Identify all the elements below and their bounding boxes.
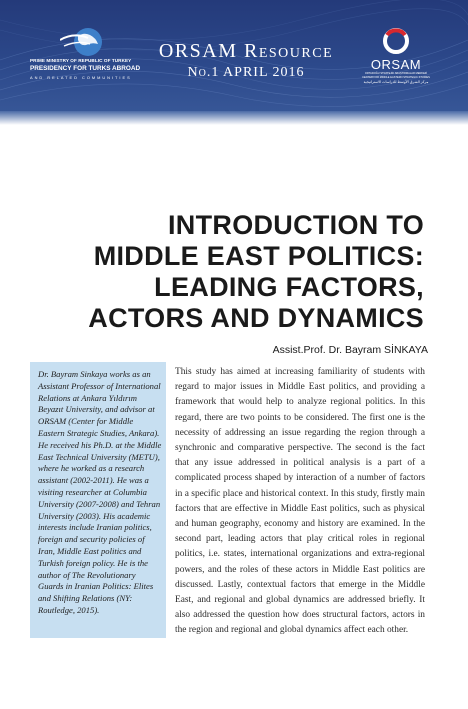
orsam-logo bbox=[360, 26, 450, 96]
article-title bbox=[24, 210, 424, 334]
ptf-logo bbox=[30, 24, 140, 94]
author-bio-box bbox=[30, 362, 166, 638]
orsam-subtitle-en: CENTER FOR MIDDLE EASTERN STRATEGIC STUDIES bbox=[362, 76, 430, 79]
series-title: ORSAM Resource bbox=[158, 40, 334, 62]
ptf-line-presidency: PRESIDENCY FOR TURKS ABROAD bbox=[30, 65, 141, 72]
orsam-logo-icon bbox=[383, 26, 409, 56]
author-name: Assist.Prof. Dr. Bayram SİNKAYA bbox=[272, 344, 428, 356]
header-banner bbox=[0, 0, 468, 125]
title-line: LEADING FACTORS, bbox=[154, 272, 424, 302]
issue-label: No.1 APRIL 2016 bbox=[187, 65, 305, 80]
ptf-line-ministry: PRIME MINISTRY OF REPUBLIC OF TURKEY bbox=[30, 58, 132, 63]
globe-icon bbox=[60, 26, 108, 58]
title-line: MIDDLE EAST POLITICS: bbox=[93, 241, 424, 271]
orsam-subtitle-tr: ORTADOĞU STRATEJİK ARAŞTIRMALAR MERKEZİ bbox=[364, 72, 428, 75]
ptf-line-communities: AND RELATED COMMUNITIES bbox=[30, 75, 132, 80]
abstract-text: This study has aimed at increasing familiarity of students with regard to major issues in Middle East politics, and providing a framework that would help to analyze regional politics. In this regard, there are two points to be considered. The first one is the necessity of addressing an issue regarding the region through a synchronic and comparative perspective. The second is the fact that any issue addressed in political analysis is a part of a complicated process shaped by interaction of a number of factors in a specific place and historical context. In this study, firstly main factors that are effective in Middle East politics, such as physical and human geography, economy and history are examined. In the second part, leading actors that play critical roles in regional politics, i.e. states, international organizations and extra-regional powers, and the roles of these actors in Middle East politics are discussed. Lastly, contextual factors that emerge in the Middle East, and regional and global dynamics are addressed briefly. It also addressed the question how does structural factors, actors in the region and regional and global dynamics affect each other. bbox=[175, 367, 425, 636]
orsam-subtitle-ar: مركز الشرق الأوسط للدراسات الاستراتيجية bbox=[363, 80, 429, 84]
title-line: ACTORS AND DYNAMICS bbox=[88, 303, 424, 333]
orsam-wordmark: ORSAM bbox=[370, 57, 422, 72]
author-bio-text: Dr. Bayram Sinkaya works as an Assistant Professor of International Relations at Ankara Yıldırım Beyazıt University, and advisor at ORSAM (Center for Middle Eastern Strategic Studies, Ankara). He received his Ph.D. at the Middle East Technical University (METU), where he worked as a research assistant (2002-2011). He was a visiting researcher at Columbia University (2007-2008) and Tehran University (2003). His academic interests include Iranian politics, foreign and security policies of Iran, Middle East politics and Turkish foreign policy. He is the author of The Revolutionary Guards in Iranian Politics: Elites and Shifting Relations (NY: Routledge, 2015). bbox=[38, 369, 162, 615]
banner-fade bbox=[0, 111, 468, 125]
title-line: INTRODUCTION TO bbox=[168, 210, 424, 240]
